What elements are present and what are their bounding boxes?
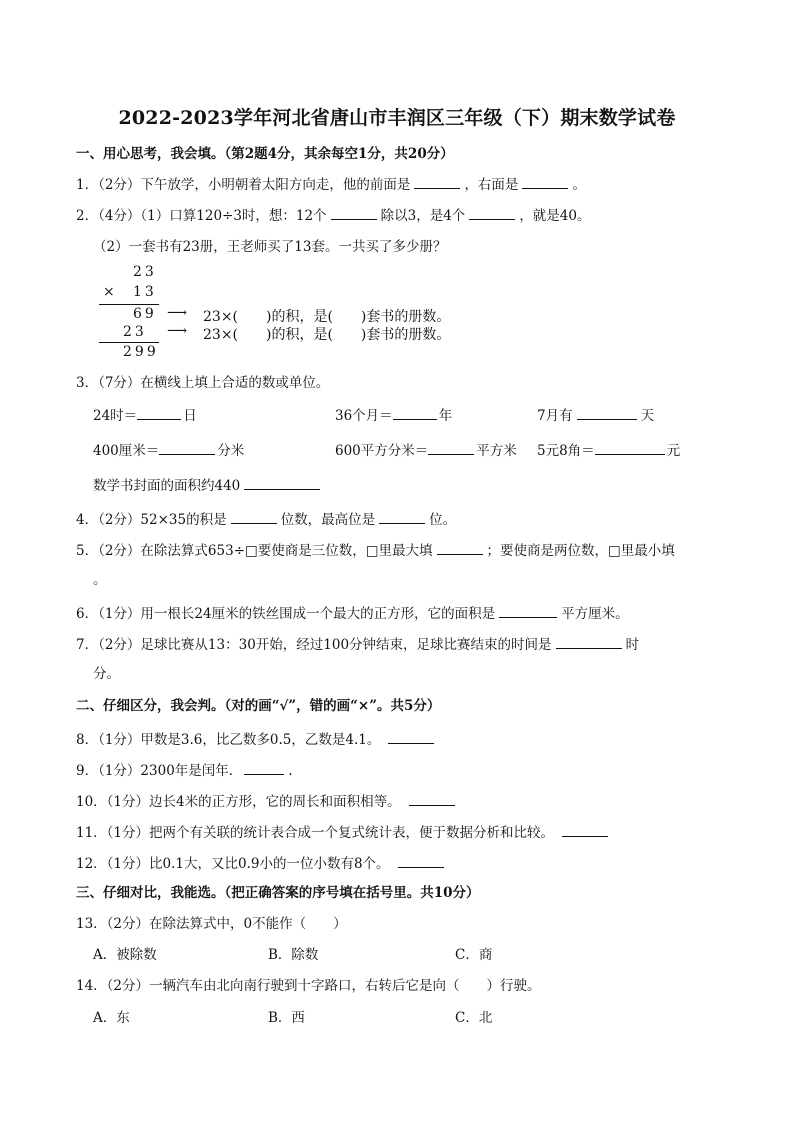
question-5-end: 。	[93, 572, 107, 588]
q3-item-g	[93, 475, 324, 496]
q9-period: .	[288, 763, 293, 779]
question-2	[76, 205, 591, 226]
vertical-multiplication	[93, 262, 473, 362]
section-2-heading: 二、仔细区分，我会判。（对的画“√”，错的画“×”。共5分）	[76, 698, 441, 714]
partial-product-2: 23	[123, 324, 147, 340]
q6-text-b: 平方厘米。	[561, 606, 629, 622]
q3-f-text: 5元8角＝	[537, 443, 595, 459]
divider-line	[99, 342, 159, 343]
q7-text-b: 时	[625, 637, 640, 653]
question-9	[76, 760, 293, 781]
q10-text: 10．（1分）边长4米的正方形，它的周长和面积相等。	[76, 794, 401, 810]
question-7-end: 分。	[93, 666, 120, 682]
q2-text-a: 2．（4分）（1）口算120÷3时，想：12个	[76, 208, 327, 224]
multiplicand: 23	[133, 264, 157, 280]
question-6	[76, 603, 629, 624]
multiplier: 13	[133, 284, 157, 300]
question-7	[76, 634, 639, 655]
answer-blank[interactable]	[577, 405, 637, 420]
q13-option-b[interactable]: B．除数	[268, 947, 319, 963]
q12-text: 12．（1分）比0.1大，又比0.9小的一位小数有8个。	[76, 856, 390, 872]
q3-c-unit: 天	[640, 408, 655, 424]
answer-blank[interactable]	[409, 791, 455, 806]
answer-blank[interactable]	[159, 440, 215, 455]
answer-blank[interactable]	[595, 440, 665, 455]
q3-d-text: 400厘米＝	[93, 443, 160, 459]
q3-f-unit: 元	[666, 443, 681, 459]
arrow-icon: ⟶	[167, 305, 188, 321]
q2-text-c: ，就是40。	[519, 208, 591, 224]
q3-d-unit: 分米	[217, 443, 245, 459]
q9-text: 9．（1分）2300年是闰年．	[76, 763, 243, 779]
q11-text: 11．（1分）把两个有关联的统计表合成一个复式统计表，便于数据分析和比较。	[76, 825, 555, 841]
q1-text-c: 。	[572, 177, 586, 193]
q1-text-a: 1．（2分）下午放学，小明朝着太阳方向走，他的前面是	[76, 177, 411, 193]
q4-text-a: 4．（2分）52×35的积是	[76, 512, 227, 528]
answer-blank[interactable]	[379, 509, 425, 524]
q3-c-text: 7月有	[537, 408, 573, 424]
q3-item-b	[335, 405, 452, 426]
answer-blank[interactable]	[398, 853, 444, 868]
answer-blank[interactable]	[522, 174, 568, 189]
question-8	[76, 729, 438, 750]
answer-blank[interactable]	[244, 760, 284, 775]
question-11	[76, 822, 612, 843]
q3-item-c	[537, 405, 654, 426]
q7-text-a: 7．（2分）足球比赛从13：30开始，经过100分钟结束，足球比赛结束的时间是	[76, 637, 552, 653]
q3-item-e	[335, 440, 517, 461]
question-2-part-2: （2）一套书有23册，王老师买了13套。一共买了多少册？	[93, 239, 447, 255]
answer-blank[interactable]	[469, 205, 515, 220]
q13-option-c[interactable]: C．商	[455, 947, 493, 963]
question-1	[76, 174, 586, 195]
answer-blank[interactable]	[428, 440, 474, 455]
q5-text-a: 5．（2分）在除法算式653÷□要使商是三位数，□里最大填	[76, 543, 433, 559]
partial-product-1: 69	[133, 306, 157, 322]
q1-text-b: ，右面是	[464, 177, 519, 193]
answer-blank[interactable]	[556, 634, 622, 649]
question-12	[76, 853, 448, 874]
answer-blank[interactable]	[244, 475, 320, 490]
divider-line	[99, 304, 159, 305]
page-title: 2022-2023学年河北省唐山市丰润区三年级（下）期末数学试卷	[118, 107, 676, 129]
times-sign: ×	[103, 284, 118, 300]
q5-text-b: ；要使商是两位数，□里最小填	[486, 543, 675, 559]
question-5	[76, 540, 675, 561]
q14-option-c[interactable]: C．北	[455, 1010, 493, 1026]
q6-text-a: 6．（1分）用一根长24厘米的铁丝围成一个最大的正方形，它的面积是	[76, 606, 496, 622]
question-4	[76, 509, 456, 530]
calc-explain-row-1: 23×( )的积，是( )套书的册数。	[203, 309, 451, 325]
q4-text-c: 位。	[429, 512, 457, 528]
q13-option-a[interactable]: A．被除数	[93, 947, 157, 963]
q8-text: 8．（1分）甲数是3.6，比乙数多0.5，乙数是4.1。	[76, 732, 381, 748]
q2-text-b: 除以3，是4个	[380, 208, 466, 224]
q3-b-text: 36个月＝	[335, 408, 393, 424]
answer-blank[interactable]	[331, 205, 377, 220]
q3-item-f	[537, 440, 680, 461]
answer-blank[interactable]	[393, 405, 437, 420]
answer-blank[interactable]	[388, 729, 434, 744]
answer-blank[interactable]	[562, 822, 608, 837]
q3-item-a	[93, 405, 197, 426]
q3-item-d	[93, 440, 244, 461]
section-1-heading: 一、用心思考，我会填。（第2题4分，其余每空1分，共20分）	[76, 146, 454, 162]
question-14: 14．（2分）一辆汽车由北向南行驶到十字路口，右转后它是向（ ）行驶。	[76, 978, 541, 994]
answer-blank[interactable]	[414, 174, 460, 189]
q4-text-b: 位数，最高位是	[280, 512, 376, 528]
question-10	[76, 791, 459, 812]
answer-blank[interactable]	[137, 405, 181, 420]
q14-option-a[interactable]: A．东	[93, 1010, 130, 1026]
q3-g-text: 数学书封面的面积约440	[93, 478, 241, 494]
q3-a-unit: 日	[183, 408, 197, 424]
question-13: 13．（2分）在除法算式中，0不能作（ ）	[76, 916, 347, 932]
answer-blank[interactable]	[231, 509, 277, 524]
q3-a-text: 24时＝	[93, 408, 138, 424]
arrow-icon: ⟶	[167, 323, 188, 339]
q3-e-unit: 平方米	[476, 443, 517, 459]
answer-blank[interactable]	[437, 540, 483, 555]
q14-option-b[interactable]: B．西	[268, 1010, 305, 1026]
question-3: 3．（7分）在横线上填上合适的数或单位。	[76, 375, 330, 391]
q3-b-unit: 年	[438, 408, 453, 424]
calc-explain-row-2: 23×( )的积，是( )套书的册数。	[203, 327, 451, 343]
answer-blank[interactable]	[499, 603, 557, 618]
q3-e-text: 600平方分米＝	[335, 443, 429, 459]
section-3-heading: 三、仔细对比，我能选。（把正确答案的序号填在括号里。共10分）	[76, 885, 480, 901]
product: 299	[123, 344, 159, 360]
